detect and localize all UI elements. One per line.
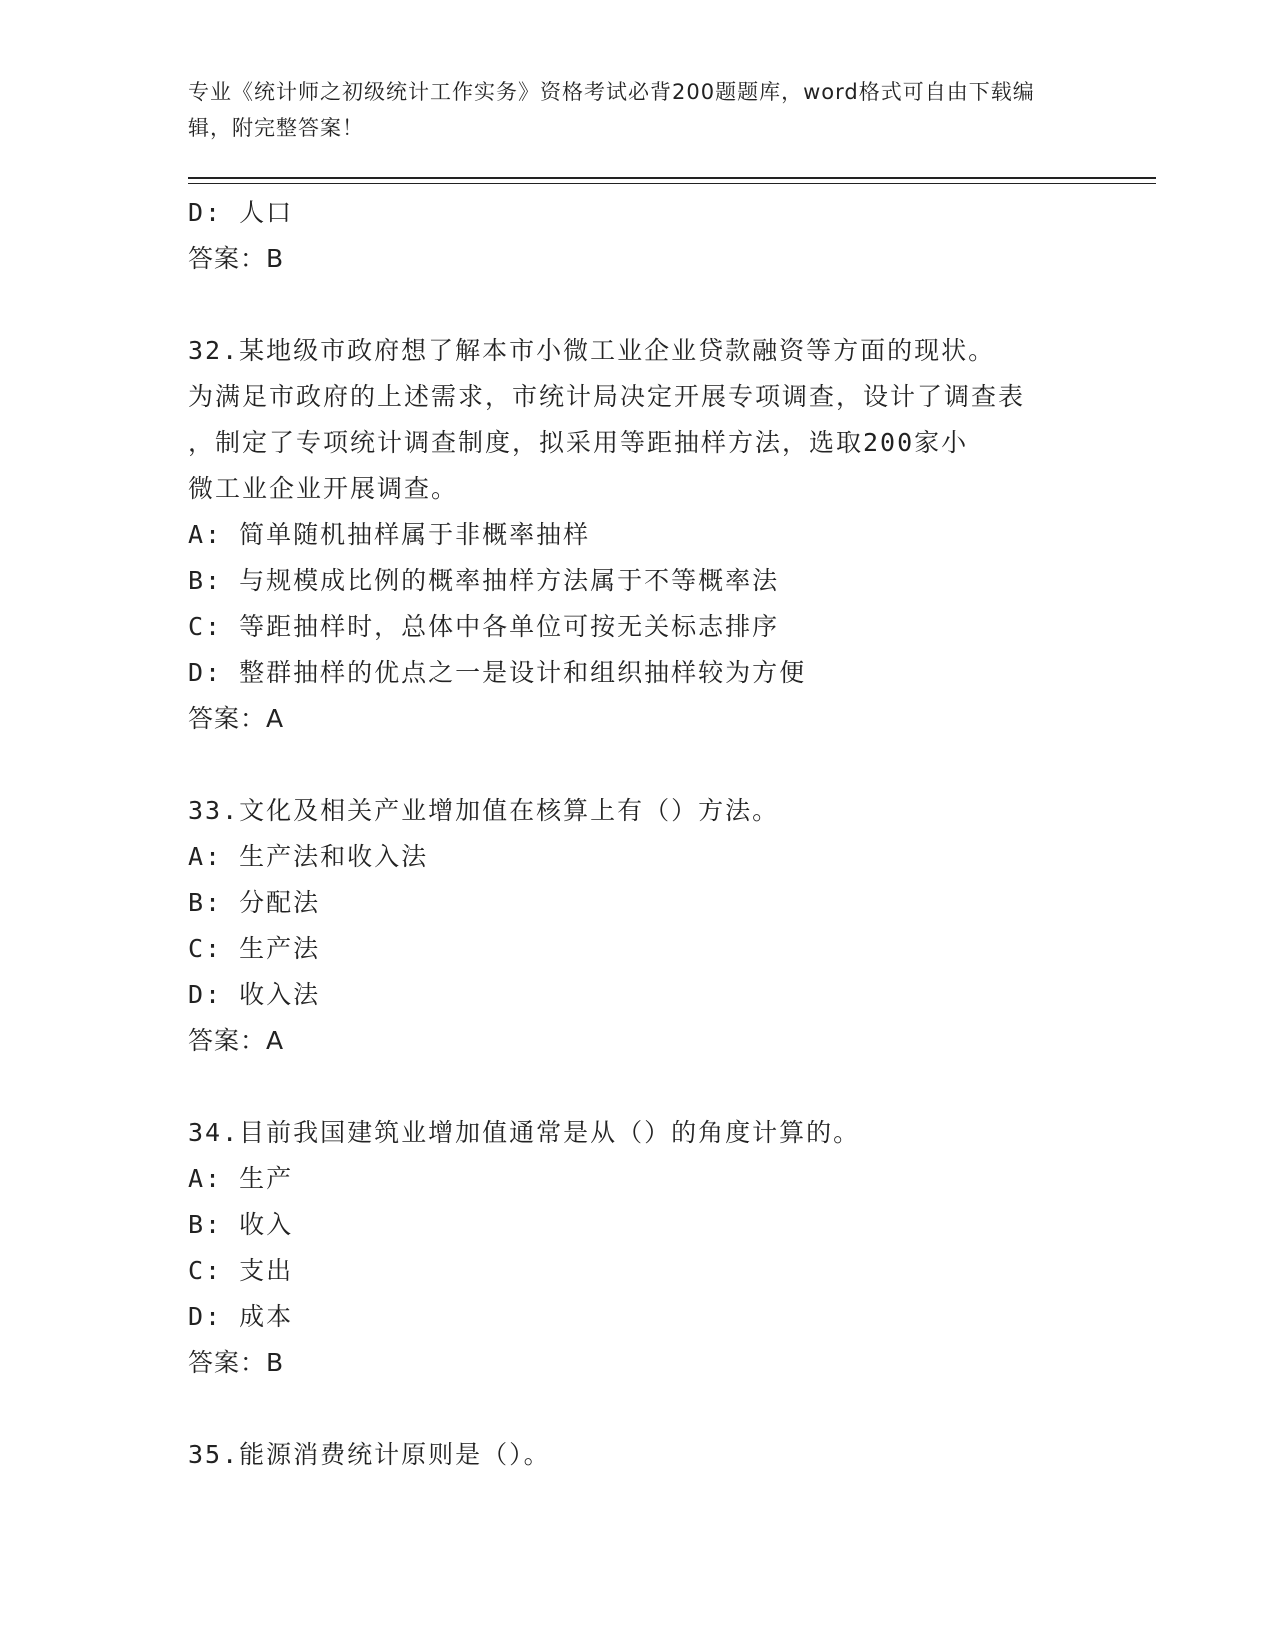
question-text: 34.目前我国建筑业增加值通常是从（）的角度计算的。 [188, 1118, 861, 1147]
option-d: D: 成本 [188, 1302, 294, 1331]
answer-line: 答案：B [188, 244, 285, 273]
answer-line: 答案：A [188, 704, 285, 733]
header-rule-thin [188, 183, 1156, 184]
question-spacer [188, 1064, 1088, 1110]
option-d: D: 整群抽样的优点之一是设计和组织抽样较为方便 [188, 658, 807, 687]
question-text: 35.能源消费统计原则是（）。 [188, 1440, 551, 1469]
option-c: C: 等距抽样时，总体中各单位可按无关标志排序 [188, 612, 780, 641]
option-c: C: 生产法 [188, 934, 321, 963]
option-a: A: 生产法和收入法 [188, 842, 429, 871]
option-d: D: 人口 [188, 198, 294, 227]
question-list [188, 190, 1088, 1478]
question-spacer [188, 742, 1088, 788]
answer-line: 答案：A [188, 1026, 285, 1055]
option-b: B: 分配法 [188, 888, 321, 917]
option-d: D: 收入法 [188, 980, 321, 1009]
question-block [188, 328, 1088, 788]
answer-line: 答案：B [188, 1348, 285, 1377]
option-b: B: 收入 [188, 1210, 294, 1239]
option-c: C: 支出 [188, 1256, 294, 1285]
question-spacer [188, 282, 1088, 328]
header-rule-thick [188, 177, 1156, 179]
document-header: 专业《统计师之初级统计工作实务》资格考试必背200题题库，word格式可自由下载编辑，附完整答案！ [188, 80, 1035, 140]
question-block [188, 1110, 1088, 1432]
question-block [188, 1432, 1088, 1478]
question-spacer [188, 1386, 1088, 1432]
option-a: A: 生产 [188, 1164, 294, 1193]
question-block [188, 788, 1088, 1110]
question-text: 33.文化及相关产业增加值在核算上有（）方法。 [188, 796, 780, 825]
option-a: A: 简单随机抽样属于非概率抽样 [188, 520, 591, 549]
option-b: B: 与规模成比例的概率抽样方法属于不等概率法 [188, 566, 780, 595]
question-text: 32.某地级市政府想了解本市小微工业企业贷款融资等方面的现状。 为满足市政府的上述需求，市统计局决定开展专项调查，设计了调查表 ，制定了专项统计调查制度，拟采用等距抽样方法，选取200家小 微工业企业开展调查。 [188, 336, 1026, 503]
